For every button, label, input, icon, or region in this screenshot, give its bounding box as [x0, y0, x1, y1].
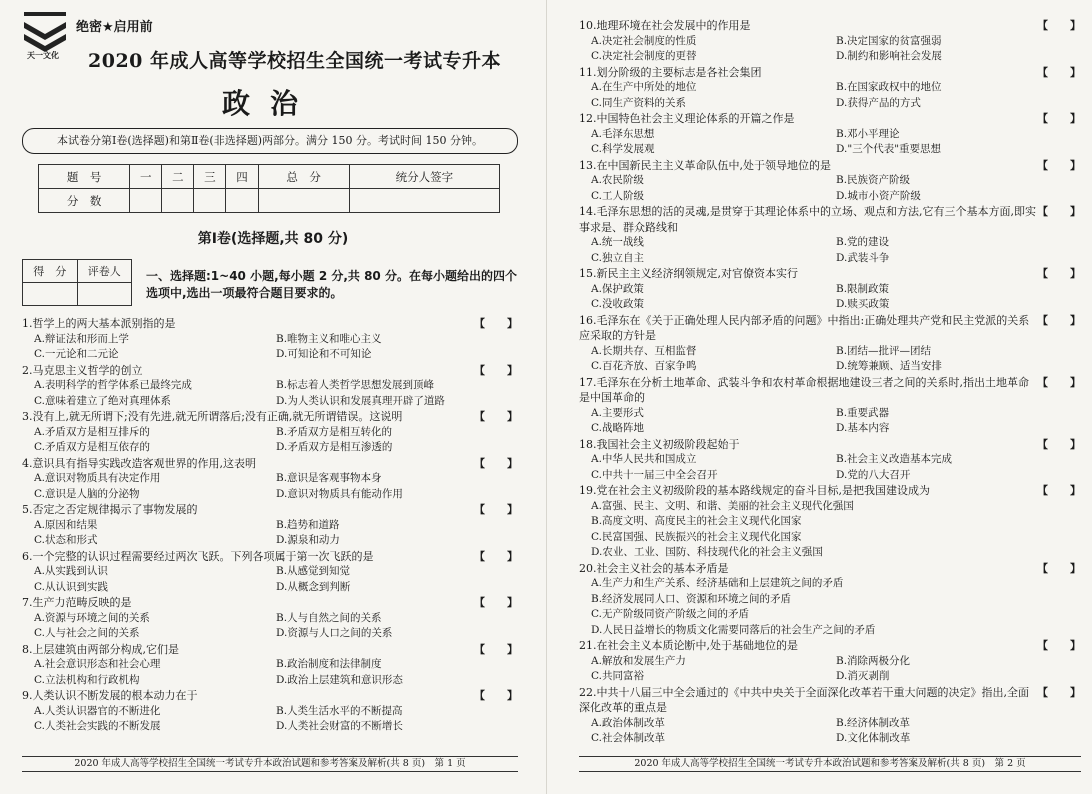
option-b[interactable]: B.矛盾双方是相互转化的: [276, 425, 393, 438]
option-c[interactable]: C.矛盾双方是相互依存的: [34, 441, 150, 453]
option-a[interactable]: A.在生产中所处的地位: [591, 81, 697, 93]
answer-bracket[interactable]: 【 】: [1037, 19, 1081, 32]
option-b[interactable]: B.高度文明、高度民主的社会主义现代化国家: [591, 515, 802, 527]
option-d[interactable]: D.可知论和不可知论: [276, 348, 372, 360]
question-item: [22, 595, 518, 642]
option-b[interactable]: B.意识是客观事物本身: [276, 472, 382, 484]
exam-title: 2020 年成人高等学校招生全国统一考试专升本: [88, 50, 501, 72]
option-a[interactable]: A.毛泽东思想: [591, 127, 655, 140]
option-c[interactable]: C.社会体制改革: [591, 732, 665, 744]
page-footer-right: 2020 年成人高等学校招生全国统一考试专升本政治试题和参考答案及解析(共 8 页) 第 2 页: [579, 756, 1081, 772]
answer-bracket[interactable]: 【 】: [474, 363, 518, 377]
option-a[interactable]: A.保护政策: [591, 282, 644, 295]
answer-bracket[interactable]: 【 】: [1037, 685, 1081, 699]
question-list-left: [22, 316, 518, 735]
option-c[interactable]: C.中共十一届三中全会召开: [591, 468, 718, 481]
option-a[interactable]: A.决定社会制度的性质: [591, 34, 697, 47]
question-stem-text: 20.社会主义社会的基本矛盾是: [579, 561, 729, 575]
option-c[interactable]: C.人类社会实践的不断发展: [34, 720, 161, 732]
option-b[interactable]: B.限制政策: [836, 282, 890, 295]
score-header-cell: 总 分: [258, 165, 349, 189]
option-b[interactable]: B.经济体制改革: [836, 716, 911, 729]
answer-bracket[interactable]: 【 】: [1037, 313, 1081, 327]
option-b[interactable]: B.决定国家的贫富强弱: [836, 34, 942, 47]
answer-bracket[interactable]: 【 】: [474, 456, 518, 470]
option-a[interactable]: A.解放和发展生产力: [591, 654, 686, 667]
question-stem-text: 15.新民主主义经济纲领规定,对官僚资本实行: [579, 267, 798, 280]
question-options: [579, 282, 1081, 313]
question-item: [579, 111, 1081, 158]
question-stem-text: 17.毛泽东在分析土地革命、武装斗争和农村革命根据地建设三者之间的关系时,指出土地革命是中国革命的: [579, 375, 1029, 404]
question-item: [22, 316, 518, 363]
question-stem-text: 18.我国社会主义初级阶段起始于: [579, 437, 740, 451]
option-a[interactable]: A.表明科学的哲学体系已最终完成: [34, 379, 192, 391]
question-stem: [579, 561, 1081, 577]
question-stem-text: 11.划分阶级的主要标志是各社会集团: [579, 65, 762, 79]
exam-page-right: [546, 0, 1092, 794]
option-d[interactable]: D.文化体制改革: [836, 732, 911, 744]
option-c[interactable]: C.人与社会之间的关系: [34, 627, 140, 639]
answer-bracket[interactable]: 【 】: [1037, 437, 1081, 451]
question-options: [579, 127, 1081, 158]
question-item: [22, 409, 518, 456]
publisher-logo-text: 天一文化: [27, 51, 59, 60]
option-d[interactable]: D.赎买政策: [836, 298, 890, 310]
option-d[interactable]: D.为人类认识和发展真理开辟了道路: [276, 394, 445, 407]
page-footer-left: 2020 年成人高等学校招生全国统一考试专升本政治试题和参考答案及解析(共 8 页) 第 1 页: [22, 756, 518, 772]
question-stem: [22, 456, 518, 472]
grader-score-label: 得 分: [23, 260, 78, 283]
question-stem-text: 9.人类认识不断发展的根本动力在于: [22, 689, 198, 702]
question-options: [579, 173, 1081, 204]
option-c[interactable]: C.意识是人脑的分泌物: [34, 487, 140, 500]
question-item: [22, 363, 518, 410]
question-stem: [579, 437, 1081, 453]
answer-bracket[interactable]: 【 】: [474, 689, 518, 702]
option-a[interactable]: A.富强、民主、文明、和谐、美丽的社会主义现代化强国: [591, 499, 854, 512]
question-options: [22, 378, 518, 409]
option-a[interactable]: A.从实践到认识: [34, 565, 108, 577]
option-b[interactable]: B.经济发展同人口、资源和环境之间的矛盾: [591, 592, 792, 605]
option-b[interactable]: B.消除两极分化: [836, 654, 911, 667]
grader-name-cell: [77, 283, 132, 306]
question-options: [22, 471, 518, 502]
option-a[interactable]: A.社会意识形态和社会心理: [34, 658, 161, 670]
option-c[interactable]: C.同生产资料的关系: [591, 96, 686, 109]
question-options: [22, 332, 518, 363]
option-a[interactable]: A.意识对物质具有决定作用: [34, 472, 161, 484]
option-b[interactable]: B.团结—批评—团结: [836, 344, 932, 357]
option-a[interactable]: A.资源与环境之间的关系: [34, 611, 150, 624]
option-c[interactable]: C.从认识到实践: [34, 580, 108, 593]
option-a[interactable]: A.主要形式: [591, 406, 644, 419]
section-title: 第Ⅰ卷(选择题,共 80 分): [197, 231, 349, 247]
option-d[interactable]: D.意识对物质具有能动作用: [276, 487, 403, 500]
option-b[interactable]: B.人与自然之间的关系: [276, 611, 382, 624]
option-a[interactable]: A.中华人民共和国成立: [591, 453, 697, 465]
question-stem-text: 10.地理环境在社会发展中的作用是: [579, 19, 751, 32]
option-a[interactable]: A.政治体制改革: [591, 716, 665, 729]
question-stem: [579, 158, 1081, 174]
option-c[interactable]: C.民富国强、民族振兴的社会主义现代化国家: [591, 530, 802, 543]
score-cell: [258, 189, 349, 213]
answer-bracket[interactable]: 【 】: [1037, 484, 1081, 497]
option-d[interactable]: D.消灭剥削: [836, 670, 890, 682]
option-d[interactable]: D.矛盾双方是相互渗透的: [276, 441, 393, 453]
question-item: [579, 204, 1081, 266]
question-item: [579, 685, 1081, 747]
option-b[interactable]: B.重要武器: [836, 406, 890, 419]
question-options: [579, 452, 1081, 483]
question-item: [579, 18, 1081, 65]
option-c[interactable]: C.状态和形式: [34, 534, 98, 546]
score-header-cell: 统分人签字: [349, 165, 499, 189]
question-item: [579, 638, 1081, 685]
question-options: [579, 654, 1081, 685]
option-b[interactable]: B.邓小平理论: [836, 127, 900, 140]
option-c[interactable]: C.独立自主: [591, 251, 644, 264]
question-stem-text: 19.党在社会主义初级阶段的基本路线规定的奋斗目标,是把我国建设成为: [579, 484, 930, 497]
question-stem: [22, 595, 518, 611]
option-b[interactable]: B.党的建设: [836, 236, 890, 248]
question-options: [579, 344, 1081, 375]
question-options: [579, 80, 1081, 111]
question-item: [579, 313, 1081, 375]
question-item: [579, 375, 1081, 437]
question-stem: [22, 688, 518, 704]
option-b[interactable]: B.趋势和道路: [276, 518, 340, 531]
score-cell: [226, 189, 258, 213]
option-d[interactable]: D.城市小资产阶级: [836, 189, 921, 202]
question-item: [22, 688, 518, 735]
option-d[interactable]: D.源泉和动力: [276, 534, 340, 546]
question-stem-text: 13.在中国新民主主义革命队伍中,处于领导地位的是: [579, 158, 831, 172]
score-header-cell: 题 号: [39, 165, 130, 189]
question-stem-text: 14.毛泽东思想的活的灵魂,是贯穿于其理论体系中的立场、观点和方法,它有三个基本方面,即实事求是、群众路线和: [579, 205, 1036, 234]
question-stem: [579, 685, 1081, 716]
question-options: [22, 518, 518, 549]
answer-bracket[interactable]: 【 】: [1037, 112, 1081, 125]
answer-bracket[interactable]: 【 】: [1037, 65, 1081, 79]
question-item: [22, 549, 518, 596]
option-b[interactable]: B.唯物主义和唯心主义: [276, 332, 382, 345]
question-stem: [579, 266, 1081, 282]
question-options: [579, 235, 1081, 266]
question-stem: [579, 18, 1081, 34]
option-b[interactable]: B.从感觉到知觉: [276, 565, 351, 577]
option-a[interactable]: A.辩证法和形而上学: [34, 332, 129, 345]
option-d[interactable]: D.人民日益增长的物质文化需要同落后的社会生产之间的矛盾: [591, 623, 876, 636]
option-d[interactable]: D.制约和影响社会发展: [836, 50, 942, 62]
question-item: [22, 456, 518, 503]
question-stem: [579, 483, 1081, 499]
grader-score-cell: [23, 283, 78, 306]
score-header-cell: 一: [130, 165, 162, 189]
question-stem: [22, 502, 518, 518]
option-a[interactable]: A.人类认识器官的不断进化: [34, 704, 161, 717]
option-c[interactable]: C.一元论和二元论: [34, 348, 119, 360]
score-table-header-row: [39, 165, 500, 189]
answer-bracket[interactable]: 【 】: [474, 410, 518, 423]
question-stem: [579, 375, 1081, 406]
option-b[interactable]: B.政治制度和法律制度: [276, 658, 382, 670]
option-d[interactable]: D.武装斗争: [836, 251, 890, 264]
option-d[interactable]: D.基本内容: [836, 422, 890, 434]
question-options: [579, 499, 1081, 561]
grader-name-label: 评卷人: [77, 260, 132, 283]
score-cell: [162, 189, 194, 213]
option-b[interactable]: B.在国家政权中的地位: [836, 81, 942, 93]
question-stem-text: 16.毛泽东在《关于正确处理人民内部矛盾的问题》中指出:正确处理共产党和民主党派的关系应采取的方针是: [579, 313, 1030, 342]
option-c[interactable]: C.立法机构和行政机构: [34, 673, 140, 686]
grader-table: [22, 259, 132, 306]
question-options: [579, 406, 1081, 437]
option-b[interactable]: B.社会主义改造基本完成: [836, 453, 953, 465]
secret-label: 绝密★启用前: [76, 20, 153, 35]
question-stem: [22, 316, 518, 332]
question-stem: [22, 642, 518, 658]
question-stem-text: 7.生产力范畴反映的是: [22, 596, 132, 609]
score-table-score-row: [39, 189, 500, 213]
option-a[interactable]: A.原因和结果: [34, 518, 98, 531]
option-d[interactable]: D.从概念到判断: [276, 580, 351, 593]
option-a[interactable]: A.矛盾双方是相互排斥的: [34, 425, 150, 438]
option-d[interactable]: D.统筹兼顾、适当安排: [836, 360, 942, 372]
question-stem-text: 8.上层建筑由两部分构成,它们是: [22, 642, 179, 656]
question-list-right: [579, 18, 1081, 747]
exam-notice: 本试卷分第Ⅰ卷(选择题)和第Ⅱ卷(非选择题)两部分。满分 150 分。考试时间 150 分钟。: [22, 128, 518, 154]
question-options: [579, 576, 1081, 638]
question-stem-text: 12.中国特色社会主义理论体系的开篇之作是: [579, 112, 795, 125]
answer-bracket[interactable]: 【 】: [474, 642, 518, 656]
publisher-logo-icon: [22, 10, 68, 72]
answer-bracket[interactable]: 【 】: [1037, 639, 1081, 652]
option-d[interactable]: D.农业、工业、国防、科技现代化的社会主义强国: [591, 546, 823, 558]
question-stem: [22, 549, 518, 565]
score-header-cell: 四: [226, 165, 258, 189]
option-c[interactable]: C.战略阵地: [591, 422, 644, 434]
question-stem-text: 1.哲学上的两大基本派别指的是: [22, 317, 176, 330]
option-a[interactable]: A.农民阶级: [591, 174, 644, 186]
question-stem: [579, 313, 1081, 344]
score-table: [38, 164, 500, 213]
question-options: [22, 704, 518, 735]
question-item: [22, 642, 518, 689]
question-stem: [579, 204, 1081, 235]
question-stem-text: 3.没有上,就无所谓下;没有先进,就无所谓落后;没有正确,就无所谓错误。这说明: [22, 410, 403, 423]
question-stem-text: 21.在社会主义本质论断中,处于基础地位的是: [579, 639, 798, 652]
option-c[interactable]: C.百花齐放、百家争鸣: [591, 360, 697, 372]
option-d[interactable]: D.资源与人口之间的关系: [276, 627, 393, 639]
option-b[interactable]: B.标志着人类哲学思想发展到顶峰: [276, 379, 435, 391]
question-stem: [22, 363, 518, 379]
option-b[interactable]: B.民族资产阶级: [836, 174, 911, 186]
option-a[interactable]: A.生产力和生产关系、经济基础和上层建筑之间的矛盾: [591, 577, 844, 589]
option-c[interactable]: C.工人阶级: [591, 189, 644, 202]
answer-bracket[interactable]: 【 】: [1037, 267, 1081, 280]
option-b[interactable]: B.人类生活水平的不断提高: [276, 704, 403, 717]
question-item: [579, 561, 1081, 639]
option-d[interactable]: D."三个代表"重要思想: [836, 143, 942, 155]
score-row-label: 分 数: [39, 189, 130, 213]
question-stem-text: 5.否定之否定规律揭示了事物发展的: [22, 503, 198, 516]
question-options: [22, 425, 518, 456]
answer-bracket[interactable]: 【 】: [474, 596, 518, 609]
score-cell: [349, 189, 499, 213]
score-header-cell: 三: [194, 165, 226, 189]
question-options: [579, 34, 1081, 65]
question-stem-text: 6.一个完整的认识过程需要经过两次飞跃。下列各项属于第一次飞跃的是: [22, 549, 374, 563]
section-instruction: 一、选择题:1~40 小题,每小题 2 分,共 80 分。在每小题给出的四个选项中,选出一项最符合题目要求的。: [146, 269, 517, 300]
option-d[interactable]: D.党的八大召开: [836, 468, 911, 481]
option-c[interactable]: C.科学发展观: [591, 143, 655, 155]
option-a[interactable]: A.长期共存、互相监督: [591, 344, 697, 357]
score-header-cell: 二: [162, 165, 194, 189]
question-item: [579, 65, 1081, 112]
question-item: [579, 483, 1081, 561]
answer-bracket[interactable]: 【 】: [474, 549, 518, 563]
question-stem: [22, 409, 518, 425]
question-stem: [579, 65, 1081, 81]
option-c[interactable]: C.决定社会制度的更替: [591, 50, 697, 62]
score-cell: [194, 189, 226, 213]
answer-bracket[interactable]: 【 】: [1037, 561, 1081, 575]
question-options: [22, 564, 518, 595]
answer-bracket[interactable]: 【 】: [474, 317, 518, 330]
option-c[interactable]: C.没收政策: [591, 298, 644, 310]
option-c[interactable]: C.意味着建立了绝对真理体系: [34, 394, 171, 407]
answer-bracket[interactable]: 【 】: [474, 503, 518, 516]
question-stem: [579, 638, 1081, 654]
question-item: [579, 266, 1081, 313]
question-stem-text: 2.马克思主义哲学的创立: [22, 363, 143, 377]
option-d[interactable]: D.获得产品的方式: [836, 96, 921, 109]
option-d[interactable]: D.政治上层建筑和意识形态: [276, 673, 403, 686]
answer-bracket[interactable]: 【 】: [1037, 375, 1081, 389]
question-options: [22, 611, 518, 642]
option-d[interactable]: D.人类社会财富的不断增长: [276, 720, 403, 732]
subject-title: 政治: [222, 87, 319, 120]
question-stem-text: 22.中共十八届三中全会通过的《中共中央关于全面深化改革若干重大问题的决定》指出,全面深化改革的重点是: [579, 685, 1029, 714]
question-options: [579, 716, 1081, 747]
option-a[interactable]: A.统一战线: [591, 236, 644, 248]
question-stem: [579, 111, 1081, 127]
question-stem-text: 4.意识具有指导实践改造客观世界的作用,这表明: [22, 456, 256, 470]
question-item: [22, 502, 518, 549]
question-item: [579, 158, 1081, 205]
question-options: [22, 657, 518, 688]
answer-bracket[interactable]: 【 】: [1037, 205, 1081, 218]
answer-bracket[interactable]: 【 】: [1037, 158, 1081, 172]
option-c[interactable]: C.无产阶级同资产阶级之间的矛盾: [591, 608, 749, 620]
score-cell: [130, 189, 162, 213]
option-c[interactable]: C.共同富裕: [591, 670, 644, 682]
question-item: [579, 437, 1081, 484]
